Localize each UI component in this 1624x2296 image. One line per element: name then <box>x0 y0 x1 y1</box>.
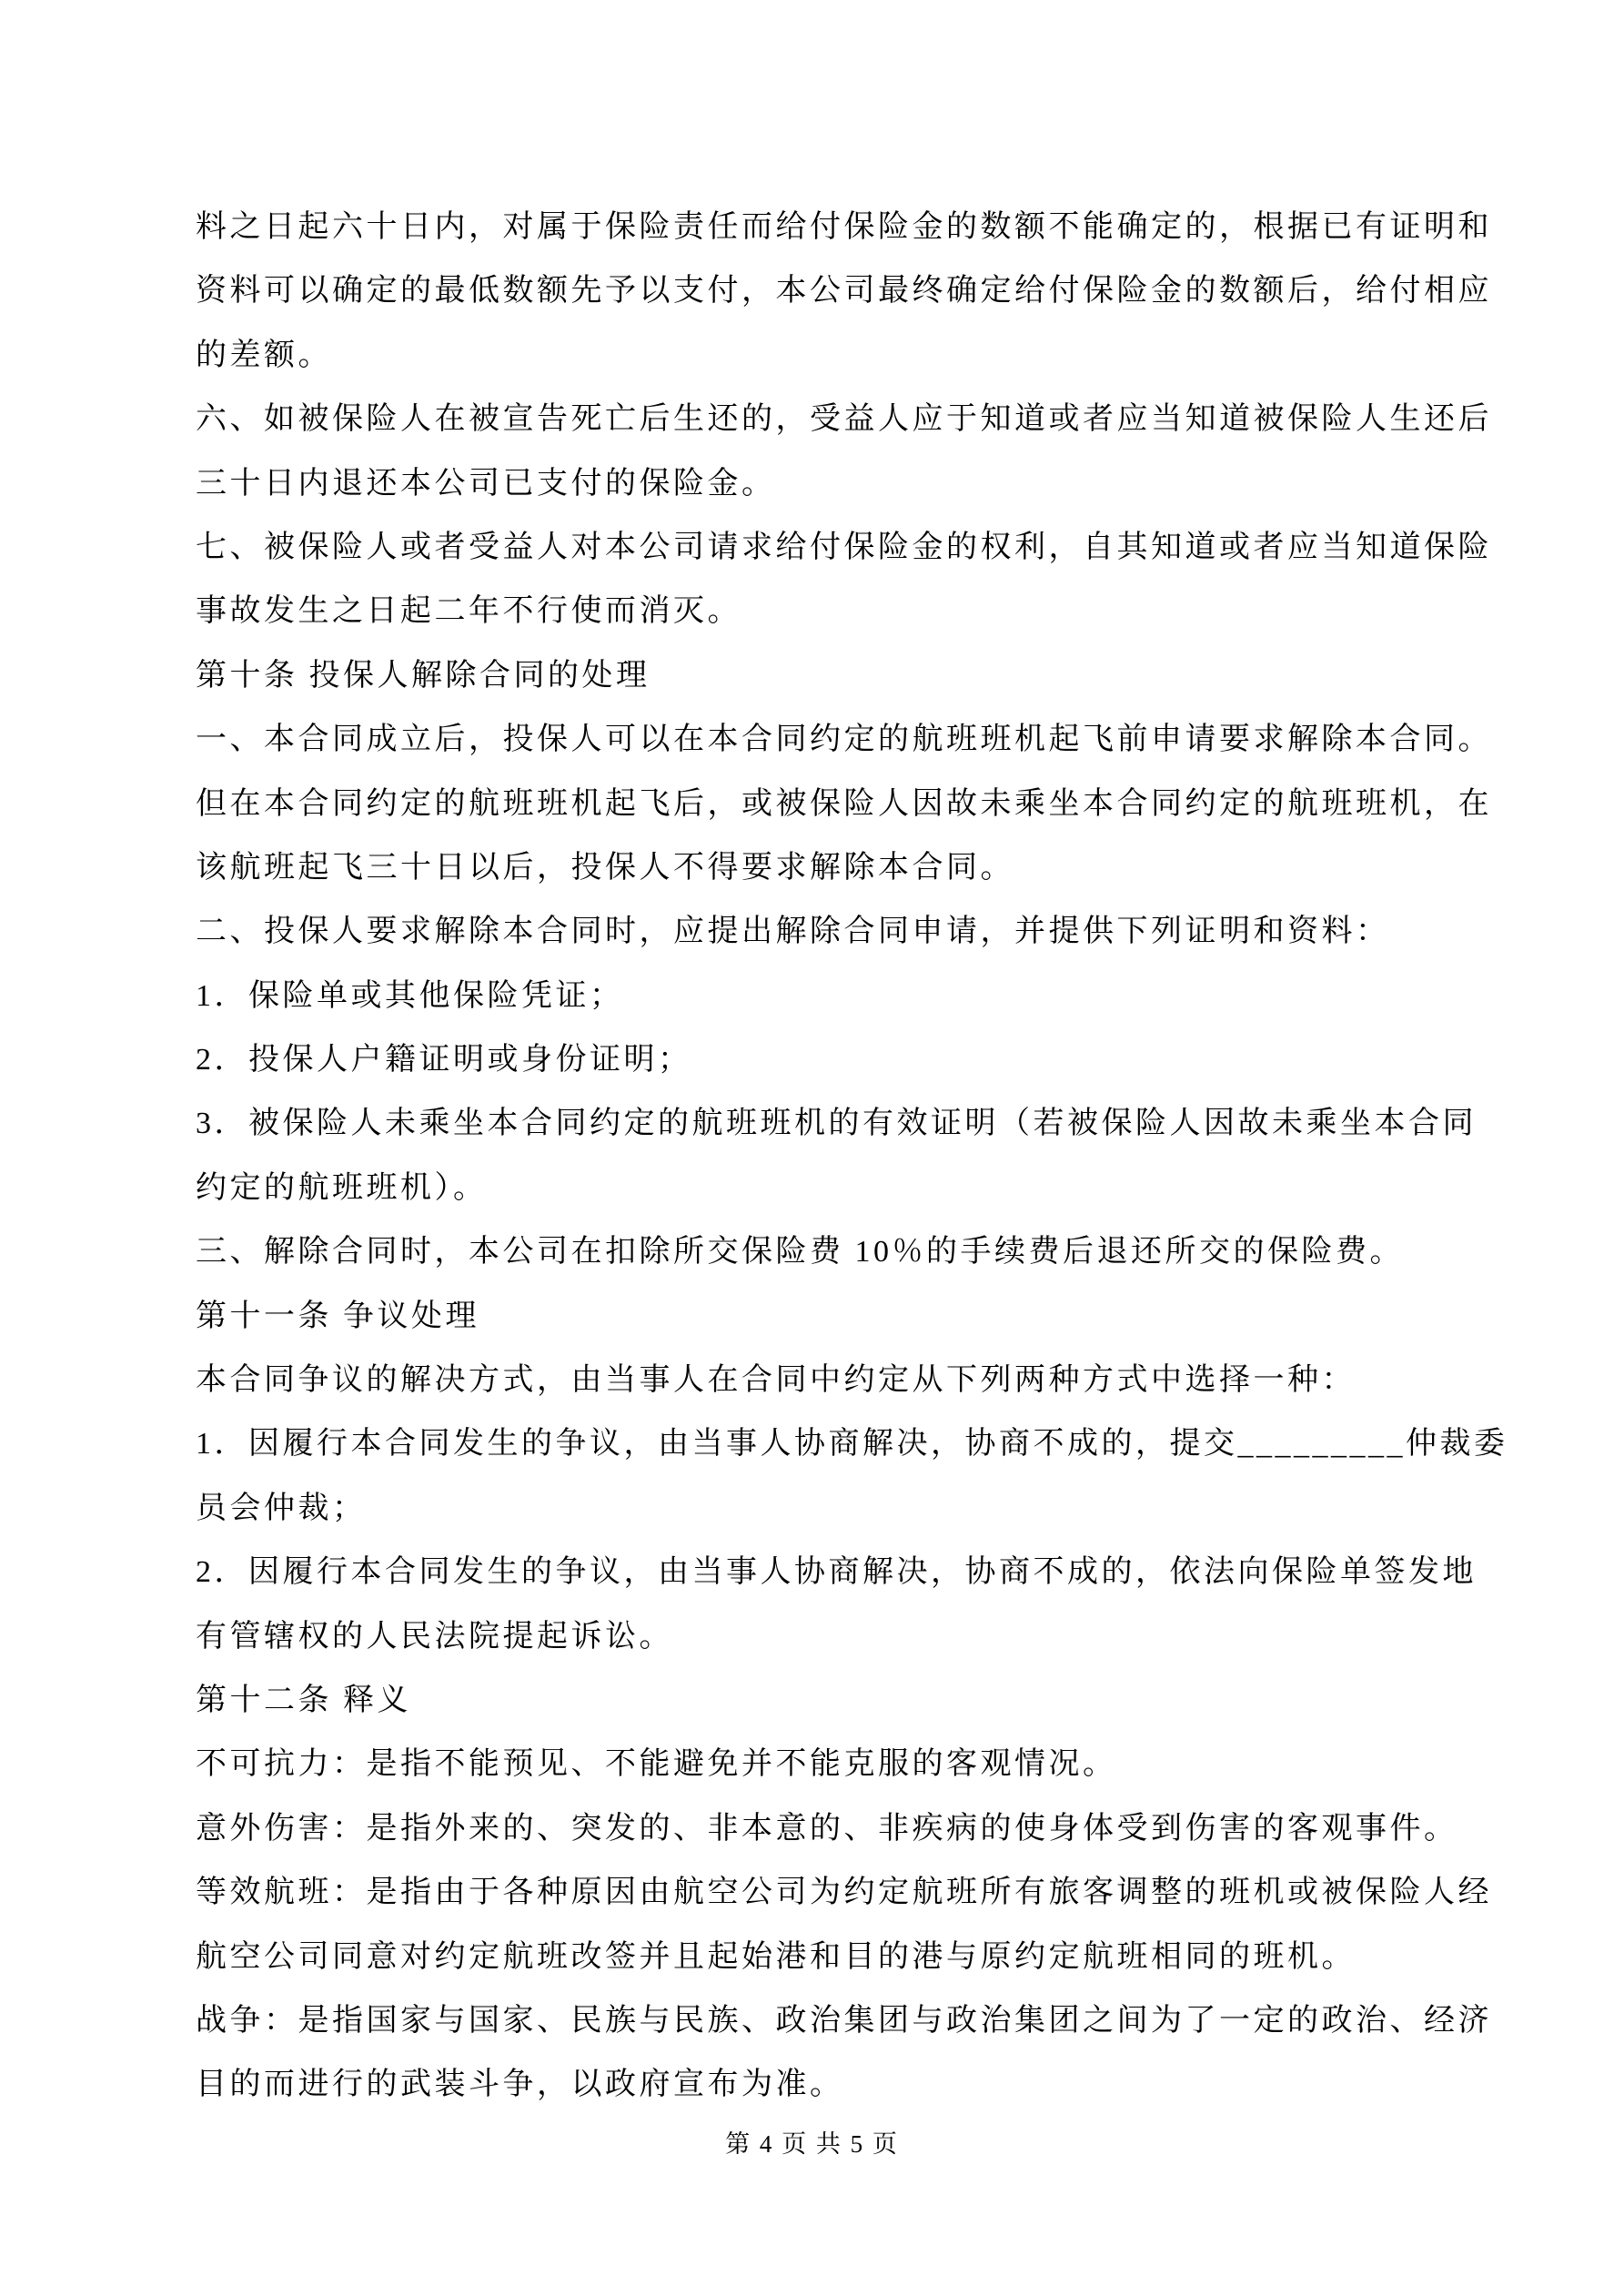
text-line: 二、投保人要求解除本合同时，应提出解除合同申请，并提供下列证明和资料： <box>196 915 1390 949</box>
text-line: 约定的航班班机）。 <box>196 1170 488 1205</box>
list-item: 3．被保险人未乘坐本合同约定的航班班机的有效证明（若被保险人因故未乘坐本合同 <box>196 1107 1477 1141</box>
text-line: 但在本合同约定的航班班机起飞后，或被保险人因故未乘坐本合同约定的航班班机，在 <box>196 786 1492 821</box>
text-line: 目的而进行的武装斗争，以政府宣布为准。 <box>196 2068 844 2102</box>
text-line: 一、本合同成立后，投保人可以在本合同约定的航班班机起飞前申请要求解除本合同。 <box>196 723 1492 757</box>
section-heading: 第十条 投保人解除合同的处理 <box>196 658 651 693</box>
text-line: 六、如被保险人在被宣告死亡后生还的，受益人应于知道或者应当知道被保险人生还后 <box>196 402 1492 437</box>
definition-line: 意外伤害：是指外来的、突发的、非本意的、非疾病的使身体受到伤害的客观事件。 <box>196 1811 1458 1846</box>
list-item: 1．因履行本合同发生的争议，由当事人协商解决，协商不成的，提交_________仲裁委 <box>196 1427 1508 1462</box>
text-line: 事故发生之日起二年不行使而消灭。 <box>196 594 741 629</box>
section-heading: 第十二条 释义 <box>196 1683 411 1717</box>
text-line: 七、被保险人或者受益人对本公司请求给付保险金的权利，自其知道或者应当知道保险 <box>196 530 1492 564</box>
text-line: 员会仲裁； <box>196 1491 367 1525</box>
list-item: 1．保险单或其他保险凭证； <box>196 978 624 1013</box>
text-line: 有管辖权的人民法院提起诉讼。 <box>196 1619 673 1654</box>
definition-line: 等效航班：是指由于各种原因由航空公司为约定航班所有旅客调整的班机或被保险人经 <box>196 1876 1492 1910</box>
text-line: 的差额。 <box>196 338 332 372</box>
text-line: 三十日内退还本公司已支付的保险金。 <box>196 466 776 501</box>
text-line: 资料可以确定的最低数额先予以支付，本公司最终确定给付保险金的数额后，给付相应 <box>196 274 1492 308</box>
document-body <box>196 196 1519 2118</box>
list-item: 2．投保人户籍证明或身份证明； <box>196 1043 692 1077</box>
text-line: 本合同争议的解决方式，由当事人在合同中约定从下列两种方式中选择一种： <box>196 1363 1356 1398</box>
list-item: 2．因履行本合同发生的争议，由当事人协商解决，协商不成的，依法向保险单签发地 <box>196 1555 1477 1590</box>
page-number: 第 4 页 共 5 页 <box>725 2130 899 2158</box>
definition-line: 战争：是指国家与国家、民族与民族、政治集团与政治集团之间为了一定的政治、经济 <box>196 2003 1492 2038</box>
definition-line: 不可抗力：是指不能预见、不能避免并不能克服的客观情况。 <box>196 1747 1117 1782</box>
text-line: 该航班起飞三十日以后，投保人不得要求解除本合同。 <box>196 850 1014 885</box>
text-line: 航空公司同意对约定航班改签并且起始港和目的港与原约定航班相同的班机。 <box>196 1939 1356 1974</box>
text-line: 料之日起六十日内，对属于保险责任而给付保险金的数额不能确定的，根据已有证明和 <box>196 210 1492 244</box>
text-line: 三、解除合同时，本公司在扣除所交保险费 10％的手续费后退还所交的保险费。 <box>196 1235 1404 1269</box>
section-heading: 第十一条 争议处理 <box>196 1299 479 1333</box>
